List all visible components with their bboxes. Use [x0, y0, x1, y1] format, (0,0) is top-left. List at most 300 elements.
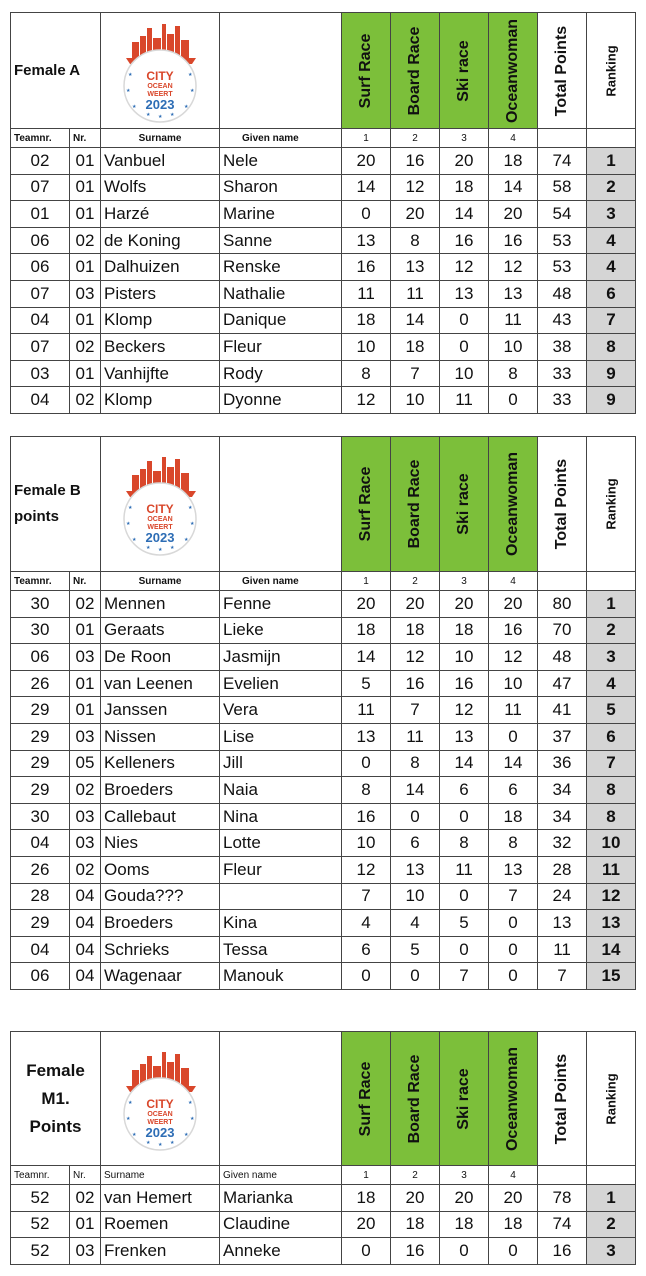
cell-surf-race: 4	[342, 910, 391, 937]
cell-total-points: 28	[538, 856, 587, 883]
cell-surf-race: 5	[342, 670, 391, 697]
cell-board-race: 0	[391, 803, 440, 830]
cell-ranking: 15	[587, 963, 636, 990]
svg-text:★: ★	[146, 1139, 151, 1146]
category-title: Female B points	[11, 437, 101, 572]
race-number: 4	[489, 1166, 538, 1185]
race-number: 3	[440, 572, 489, 591]
cell-surname: Vanbuel	[101, 148, 220, 175]
cell-board-race: 5	[391, 936, 440, 963]
cell-oceanwoman: 20	[489, 201, 538, 228]
svg-text:★: ★	[158, 547, 163, 553]
col-surname: Surname	[101, 572, 220, 591]
cell-oceanwoman: 0	[489, 936, 538, 963]
cell-board-race: 4	[391, 910, 440, 937]
col-ranking: Ranking	[603, 44, 619, 97]
cell-board-race: 13	[391, 254, 440, 281]
table-row	[11, 148, 636, 175]
cell-oceanwoman: 18	[489, 148, 538, 175]
cell-nr: 01	[70, 360, 101, 387]
table-row	[11, 644, 636, 671]
cell-teamnr: 04	[11, 387, 70, 414]
cell-surf-race: 6	[342, 936, 391, 963]
cell-ranking: 7	[587, 750, 636, 777]
cell-ski-race: 0	[440, 307, 489, 334]
cell-teamnr: 30	[11, 617, 70, 644]
cell-board-race: 0	[391, 963, 440, 990]
table-row	[11, 750, 636, 777]
cell-teamnr: 26	[11, 670, 70, 697]
cell-ski-race: 5	[440, 910, 489, 937]
col-ski-race: Ski race	[455, 39, 473, 102]
cell-oceanwoman: 16	[489, 617, 538, 644]
cell-ranking: 2	[587, 1211, 636, 1238]
cell-board-race: 10	[391, 387, 440, 414]
cell-ranking: 9	[587, 387, 636, 414]
svg-text:★: ★	[190, 1115, 195, 1122]
cell-nr: 04	[70, 910, 101, 937]
cell-board-race: 13	[391, 856, 440, 883]
cell-oceanwoman: 14	[489, 174, 538, 201]
cell-nr: 02	[70, 387, 101, 414]
cell-total-points: 11	[538, 936, 587, 963]
cell-oceanwoman: 14	[489, 750, 538, 777]
logo-text-year: 2023	[145, 530, 175, 545]
table-row	[11, 856, 636, 883]
cell-ranking: 4	[587, 670, 636, 697]
city-ocean-weert-logo	[112, 18, 208, 124]
svg-text:★: ★	[188, 1099, 193, 1106]
cell-board-race: 18	[391, 334, 440, 361]
logo-text-year: 2023	[145, 1124, 175, 1140]
cell-total-points: 38	[538, 334, 587, 361]
cell-given-name: Anneke	[220, 1238, 342, 1265]
svg-text:★: ★	[158, 1141, 163, 1148]
cell-ranking: 8	[587, 777, 636, 804]
cell-surname: Gouda???	[101, 883, 220, 910]
cell-ski-race: 18	[440, 174, 489, 201]
cell-given-name: Tessa	[220, 936, 342, 963]
cell-given-name: Nina	[220, 803, 342, 830]
cell-nr: 02	[70, 777, 101, 804]
cell-oceanwoman: 18	[489, 803, 538, 830]
cell-total-points: 41	[538, 697, 587, 724]
col-board-race: Board Race	[406, 1054, 424, 1143]
cell-surname: Wolfs	[101, 174, 220, 201]
cell-surf-race: 16	[342, 803, 391, 830]
svg-text:★: ★	[126, 1115, 131, 1122]
cell-surname: Nissen	[101, 723, 220, 750]
table-row	[11, 963, 636, 990]
svg-text:★: ★	[128, 71, 133, 78]
cell-surname: De Roon	[101, 644, 220, 671]
cell-total-points: 54	[538, 201, 587, 228]
cell-total-points: 34	[538, 803, 587, 830]
cell-surf-race: 18	[342, 1185, 391, 1212]
cell-total-points: 37	[538, 723, 587, 750]
cell-oceanwoman: 0	[489, 723, 538, 750]
table-row	[11, 697, 636, 724]
cell-surf-race: 10	[342, 830, 391, 857]
cell-surname: Broeders	[101, 777, 220, 804]
cell-given-name: Sanne	[220, 227, 342, 254]
cell-surf-race: 14	[342, 644, 391, 671]
cell-oceanwoman: 8	[489, 360, 538, 387]
cell-surname: Geraats	[101, 617, 220, 644]
table-row	[11, 883, 636, 910]
cell-nr: 01	[70, 670, 101, 697]
cell-board-race: 18	[391, 617, 440, 644]
svg-text:★: ★	[128, 505, 133, 511]
table-row	[11, 280, 636, 307]
cell-oceanwoman: 18	[489, 1211, 538, 1238]
cell-teamnr: 30	[11, 803, 70, 830]
cell-board-race: 16	[391, 148, 440, 175]
svg-text:★: ★	[126, 521, 131, 527]
cell-oceanwoman: 10	[489, 334, 538, 361]
cell-total-points: 53	[538, 227, 587, 254]
cell-teamnr: 06	[11, 644, 70, 671]
cell-teamnr: 29	[11, 723, 70, 750]
cell-surname: de Koning	[101, 227, 220, 254]
cell-teamnr: 04	[11, 307, 70, 334]
cell-teamnr: 06	[11, 254, 70, 281]
logo-text-year: 2023	[145, 96, 175, 112]
cell-given-name: Vera	[220, 697, 342, 724]
cell-ranking: 5	[587, 697, 636, 724]
cell-nr: 02	[70, 227, 101, 254]
col-surf-race: Surf Race	[357, 1061, 375, 1136]
logo-text-ocean: OCEAN	[147, 1110, 173, 1118]
cell-surf-race: 13	[342, 227, 391, 254]
cell-total-points: 48	[538, 280, 587, 307]
logo-text-ocean: OCEAN	[147, 516, 173, 523]
cell-total-points: 48	[538, 644, 587, 671]
race-number: 2	[391, 572, 440, 591]
cell-ski-race: 0	[440, 334, 489, 361]
cell-surname: van Hemert	[101, 1185, 220, 1212]
table-row	[11, 1185, 636, 1212]
cell-surf-race: 14	[342, 174, 391, 201]
cell-ski-race: 10	[440, 360, 489, 387]
table-row	[11, 936, 636, 963]
svg-text:★: ★	[184, 537, 189, 543]
cell-nr: 01	[70, 1211, 101, 1238]
cell-given-name: Dyonne	[220, 387, 342, 414]
cell-teamnr: 06	[11, 227, 70, 254]
col-oceanwoman: Oceanwoman	[504, 18, 522, 123]
event-logo	[101, 13, 220, 129]
svg-text:★: ★	[146, 111, 151, 118]
cell-surf-race: 11	[342, 280, 391, 307]
cell-nr: 04	[70, 883, 101, 910]
cell-given-name: Evelien	[220, 670, 342, 697]
cell-teamnr: 06	[11, 963, 70, 990]
cell-given-name: Sharon	[220, 174, 342, 201]
cell-given-name: Jasmijn	[220, 644, 342, 671]
race-number: 3	[440, 129, 489, 148]
cell-ski-race: 11	[440, 387, 489, 414]
cell-ranking: 3	[587, 201, 636, 228]
cell-oceanwoman: 10	[489, 670, 538, 697]
cell-ski-race: 13	[440, 723, 489, 750]
cell-total-points: 13	[538, 910, 587, 937]
cell-teamnr: 03	[11, 360, 70, 387]
cell-total-points: 80	[538, 591, 587, 618]
cell-nr: 04	[70, 963, 101, 990]
cell-board-race: 14	[391, 777, 440, 804]
cell-given-name: Lieke	[220, 617, 342, 644]
svg-text:★: ★	[146, 545, 151, 551]
race-number: 2	[391, 1166, 440, 1185]
cell-given-name: Rody	[220, 360, 342, 387]
cell-ski-race: 16	[440, 227, 489, 254]
city-ocean-weert-logo	[112, 1046, 208, 1152]
cell-ski-race: 12	[440, 697, 489, 724]
cell-surname: Janssen	[101, 697, 220, 724]
event-logo	[101, 437, 220, 572]
cell-ski-race: 0	[440, 883, 489, 910]
cell-surname: Frenken	[101, 1238, 220, 1265]
col-oceanwoman: Oceanwoman	[504, 451, 522, 557]
table-row	[11, 307, 636, 334]
cell-nr: 01	[70, 307, 101, 334]
cell-nr: 02	[70, 334, 101, 361]
race-number: 3	[440, 1166, 489, 1185]
cell-ski-race: 14	[440, 750, 489, 777]
cell-oceanwoman: 20	[489, 591, 538, 618]
cell-ski-race: 8	[440, 830, 489, 857]
svg-text:★: ★	[132, 1131, 137, 1138]
cell-oceanwoman: 7	[489, 883, 538, 910]
table-row	[11, 360, 636, 387]
cell-teamnr: 52	[11, 1211, 70, 1238]
cell-ranking: 12	[587, 883, 636, 910]
cell-nr: 03	[70, 803, 101, 830]
cell-oceanwoman: 12	[489, 254, 538, 281]
cell-teamnr: 28	[11, 883, 70, 910]
cell-oceanwoman: 13	[489, 280, 538, 307]
table-row	[11, 334, 636, 361]
logo-text-city: CITY	[146, 1096, 174, 1111]
cell-surf-race: 12	[342, 856, 391, 883]
cell-ski-race: 10	[440, 644, 489, 671]
cell-surf-race: 20	[342, 1211, 391, 1238]
cell-surf-race: 16	[342, 254, 391, 281]
cell-surf-race: 20	[342, 148, 391, 175]
cell-board-race: 12	[391, 644, 440, 671]
cell-teamnr: 26	[11, 856, 70, 883]
cell-ski-race: 11	[440, 856, 489, 883]
cell-given-name: Marianka	[220, 1185, 342, 1212]
svg-text:★: ★	[190, 521, 195, 527]
cell-ranking: 8	[587, 334, 636, 361]
cell-ski-race: 7	[440, 963, 489, 990]
col-given-name: Given name	[220, 1166, 342, 1185]
cell-board-race: 16	[391, 1238, 440, 1265]
cell-nr: 01	[70, 148, 101, 175]
cell-surname: Mennen	[101, 591, 220, 618]
col-total-points: Total Points	[553, 25, 571, 116]
cell-board-race: 14	[391, 307, 440, 334]
svg-text:★: ★	[184, 103, 189, 110]
cell-total-points: 47	[538, 670, 587, 697]
col-surname: Surname	[101, 129, 220, 148]
svg-text:★: ★	[188, 505, 193, 511]
cell-oceanwoman: 11	[489, 697, 538, 724]
cell-surf-race: 13	[342, 723, 391, 750]
cell-total-points: 33	[538, 360, 587, 387]
cell-nr: 01	[70, 697, 101, 724]
cell-given-name	[220, 883, 342, 910]
cell-nr: 01	[70, 617, 101, 644]
cell-surname: Broeders	[101, 910, 220, 937]
cell-given-name: Claudine	[220, 1211, 342, 1238]
col-surname: Surname	[101, 1166, 220, 1185]
cell-board-race: 20	[391, 591, 440, 618]
race-number: 4	[489, 129, 538, 148]
cell-ranking: 8	[587, 803, 636, 830]
cell-ski-race: 18	[440, 617, 489, 644]
cell-given-name: Fenne	[220, 591, 342, 618]
cell-nr: 03	[70, 1238, 101, 1265]
cell-surf-race: 18	[342, 307, 391, 334]
cell-surname: Kelleners	[101, 750, 220, 777]
cell-teamnr: 07	[11, 280, 70, 307]
svg-text:★: ★	[158, 113, 163, 120]
cell-board-race: 20	[391, 201, 440, 228]
cell-teamnr: 29	[11, 777, 70, 804]
cell-teamnr: 52	[11, 1185, 70, 1212]
table-row	[11, 803, 636, 830]
event-logo	[101, 1032, 220, 1166]
race-number: 2	[391, 129, 440, 148]
cell-ski-race: 0	[440, 1238, 489, 1265]
cell-oceanwoman: 0	[489, 910, 538, 937]
cell-ranking: 1	[587, 591, 636, 618]
cell-given-name: Nele	[220, 148, 342, 175]
cell-surname: Wagenaar	[101, 963, 220, 990]
logo-text-city: CITY	[146, 502, 174, 516]
table-row	[11, 1238, 636, 1265]
cell-given-name: Fleur	[220, 856, 342, 883]
cell-teamnr: 04	[11, 936, 70, 963]
cell-surname: van Leenen	[101, 670, 220, 697]
cell-board-race: 6	[391, 830, 440, 857]
cell-board-race: 11	[391, 723, 440, 750]
col-teamnr: Teamnr.	[11, 572, 70, 591]
col-total-points: Total Points	[553, 1053, 571, 1144]
col-board-race: Board Race	[406, 459, 424, 549]
col-oceanwoman: Oceanwoman	[504, 1046, 522, 1151]
cell-board-race: 11	[391, 280, 440, 307]
cell-ranking: 10	[587, 830, 636, 857]
cell-surf-race: 12	[342, 387, 391, 414]
cell-nr: 01	[70, 254, 101, 281]
col-given-name: Given name	[220, 572, 342, 591]
cell-total-points: 16	[538, 1238, 587, 1265]
cell-teamnr: 29	[11, 750, 70, 777]
cell-oceanwoman: 0	[489, 963, 538, 990]
cell-ranking: 4	[587, 227, 636, 254]
cell-ranking: 1	[587, 148, 636, 175]
table-row	[11, 617, 636, 644]
cell-total-points: 70	[538, 617, 587, 644]
cell-ski-race: 6	[440, 777, 489, 804]
table-row	[11, 777, 636, 804]
cell-surf-race: 18	[342, 617, 391, 644]
cell-total-points: 78	[538, 1185, 587, 1212]
cell-board-race: 16	[391, 670, 440, 697]
results-table-female-a	[10, 12, 636, 414]
logo-text-weert: WEERT	[147, 524, 173, 531]
cell-ski-race: 0	[440, 936, 489, 963]
cell-nr: 01	[70, 174, 101, 201]
cell-oceanwoman: 0	[489, 1238, 538, 1265]
cell-nr: 03	[70, 723, 101, 750]
table-row	[11, 1211, 636, 1238]
svg-text:★: ★	[184, 1131, 189, 1138]
cell-surf-race: 20	[342, 591, 391, 618]
logo-text-weert: WEERT	[147, 90, 173, 98]
table-row	[11, 174, 636, 201]
cell-ranking: 4	[587, 254, 636, 281]
svg-text:★: ★	[170, 545, 175, 551]
col-surf-race: Surf Race	[357, 466, 375, 542]
cell-ranking: 6	[587, 723, 636, 750]
cell-given-name: Kina	[220, 910, 342, 937]
cell-total-points: 74	[538, 148, 587, 175]
cell-board-race: 20	[391, 1185, 440, 1212]
cell-surf-race: 7	[342, 883, 391, 910]
cell-given-name: Lise	[220, 723, 342, 750]
category-title: Female A	[11, 13, 101, 129]
cell-surname: Roemen	[101, 1211, 220, 1238]
race-number: 1	[342, 129, 391, 148]
col-nr: Nr.	[70, 1166, 101, 1185]
table-row	[11, 254, 636, 281]
category-title: Female M1. Points	[11, 1032, 101, 1166]
cell-ranking: 2	[587, 617, 636, 644]
cell-total-points: 24	[538, 883, 587, 910]
cell-surname: Nies	[101, 830, 220, 857]
logo-text-ocean: OCEAN	[147, 82, 173, 90]
cell-surf-race: 8	[342, 360, 391, 387]
cell-ranking: 7	[587, 307, 636, 334]
cell-oceanwoman: 6	[489, 777, 538, 804]
cell-given-name: Manouk	[220, 963, 342, 990]
col-nr: Nr.	[70, 572, 101, 591]
cell-surf-race: 0	[342, 201, 391, 228]
svg-text:★: ★	[132, 103, 137, 110]
col-ranking: Ranking	[603, 1072, 619, 1125]
cell-ranking: 9	[587, 360, 636, 387]
col-ski-race: Ski race	[455, 473, 473, 535]
cell-ski-race: 0	[440, 803, 489, 830]
cell-given-name: Jill	[220, 750, 342, 777]
cell-total-points: 74	[538, 1211, 587, 1238]
cell-nr: 02	[70, 856, 101, 883]
race-number: 1	[342, 572, 391, 591]
cell-board-race: 12	[391, 174, 440, 201]
col-board-race: Board Race	[406, 26, 424, 115]
cell-surname: Schrieks	[101, 936, 220, 963]
cell-ranking: 2	[587, 174, 636, 201]
cell-oceanwoman: 8	[489, 830, 538, 857]
cell-teamnr: 52	[11, 1238, 70, 1265]
cell-total-points: 43	[538, 307, 587, 334]
col-surf-race: Surf Race	[357, 33, 375, 108]
